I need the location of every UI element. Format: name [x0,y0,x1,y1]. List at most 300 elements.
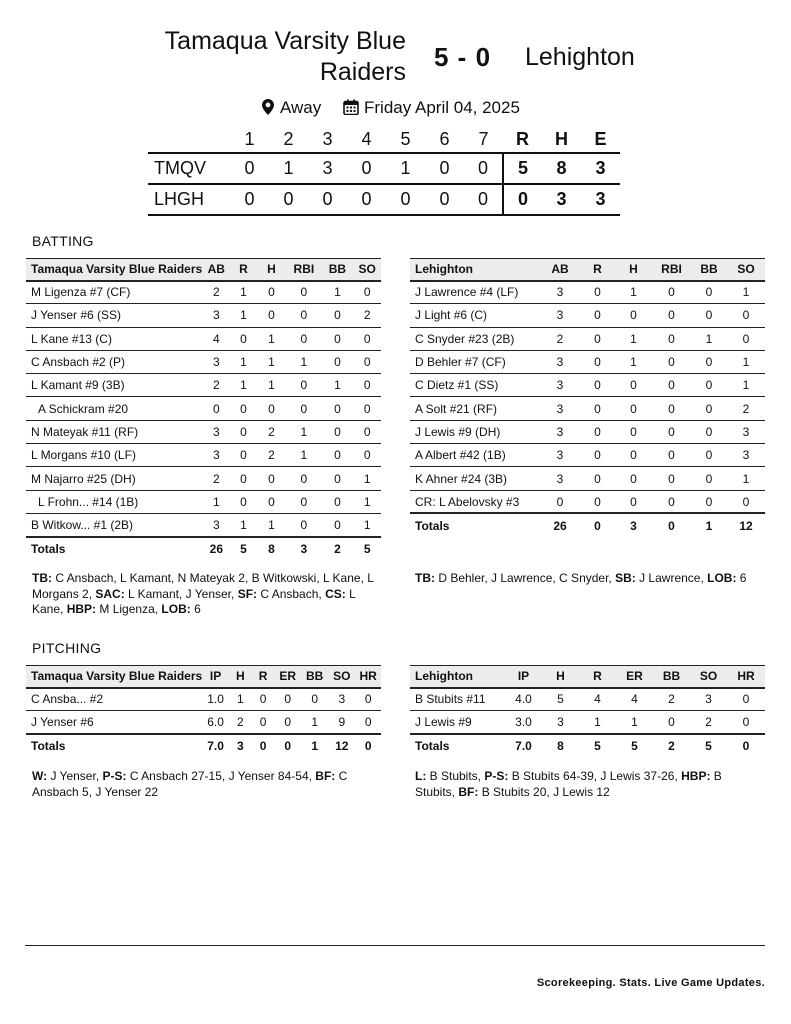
team-name-header: Lehighton [410,666,505,688]
stat-column-header: SO [353,259,381,281]
stat-cell: 0 [286,490,321,513]
errors-total: 3 [595,158,606,178]
stat-cell: 0 [353,420,381,443]
stat-cell: 0 [230,490,256,513]
stat-cell: 3 [540,467,580,490]
total-cell: 26 [202,537,230,560]
stat-column-header: H [229,666,252,688]
stat-cell: 0 [652,374,691,397]
stat-cell: 2 [353,304,381,327]
stat-cell: 0 [257,304,287,327]
stat-cell: 2 [727,397,765,420]
stat-cell: 0 [355,711,381,734]
batting-notes-home [32,571,382,618]
player-row [410,467,765,490]
inning-score: 1 [400,158,411,178]
stat-cell: 3 [202,513,230,536]
stat-cell: 3 [540,444,580,467]
stat-cell: 0 [580,467,615,490]
stat-cell: 0 [321,420,353,443]
note-label: L: [415,769,427,783]
stat-cell: 0 [615,490,652,513]
stat-column-header: RBI [286,259,321,281]
inning-score: 0 [244,189,255,209]
note-text: B Stubits, [426,769,485,783]
note-text: B Stubits 20, J Lewis 12 [478,784,610,799]
note-label: HBP: [681,769,711,783]
game-meta [0,97,791,119]
stat-cell: 0 [274,688,301,711]
pitching-section-title: PITCHING [32,640,102,656]
player-name: M Ligenza #7 (CF) [26,281,202,304]
footer-tagline: Scorekeeping. Stats. Live Game Updates. [536,977,765,989]
stat-cell: 0 [652,304,691,327]
hits-total: 8 [556,158,567,178]
stat-cell: 1 [615,281,652,304]
stat-cell: 0 [615,467,652,490]
player-name: J Yenser #6 (SS) [26,304,202,327]
player-name: A Solt #21 (RF) [410,397,540,420]
stat-cell: 2 [202,374,230,397]
stat-cell: 1 [353,490,381,513]
player-row [410,350,765,373]
inning-score: 0 [244,158,255,178]
stat-cell: 3 [202,304,230,327]
note-label: CS: [325,586,346,601]
stat-cell: 0 [353,350,381,373]
note-text: L Kamant, J Yenser, [124,586,238,601]
player-row [26,397,381,420]
stat-column-header: IP [505,666,542,688]
stat-cell: 0 [353,397,381,420]
linescore-header [148,128,620,153]
player-row [410,688,765,711]
stat-cell: 1 [257,327,287,350]
stat-column-header: ER [616,666,653,688]
stat-cell: 0 [286,281,321,304]
total-cell: 0 [355,734,381,757]
final-score: 5 - 0 [434,42,492,72]
note-text: J Yenser, [47,769,103,783]
stat-cell: 0 [727,304,765,327]
stat-cell: 0 [230,444,256,467]
stat-cell: 2 [257,444,287,467]
stat-cell: 0 [652,327,691,350]
note-label: P-S: [102,769,127,783]
stat-cell: 0 [727,327,765,350]
stat-cell: 0 [321,467,353,490]
calendar-icon [343,99,359,120]
pitching-notes-home [32,769,382,800]
player-name: J Lewis #9 [410,711,505,734]
stat-column-header: R [580,259,615,281]
player-name: M Najarro #25 (DH) [26,467,202,490]
player-row [26,688,381,711]
pitching-table-away [410,665,765,757]
stat-cell: 1 [353,513,381,536]
batting-table-away [410,258,765,537]
stat-cell: 2 [653,688,690,711]
stat-column-header: HR [727,666,765,688]
stat-cell: 0 [727,490,765,513]
player-name: CR: L Abelovsky #3 [410,490,540,513]
stat-cell: 3 [328,688,355,711]
stat-cell: 0 [580,281,615,304]
player-name: L Frohn... #14 (1B) [26,490,202,513]
stat-cell: 3 [540,374,580,397]
stat-cell: 0 [615,304,652,327]
stat-cell: 0 [727,688,765,711]
linescore-team: LHGH [154,189,205,209]
note-text: J Lawrence, [635,571,708,585]
note-label: BF: [315,769,336,783]
stat-cell: 0 [580,304,615,327]
stat-cell: 0 [230,327,256,350]
game-location: Away [280,98,322,117]
totals-row [26,734,381,757]
stat-cell: 0 [321,350,353,373]
stat-column-header: R [252,666,275,688]
stat-cell: 0 [286,467,321,490]
stat-cell: 2 [540,327,580,350]
stat-column-header: ER [274,666,301,688]
player-name: D Behler #7 (CF) [410,350,540,373]
inning-score: 0 [361,189,372,209]
stat-cell: 0 [321,304,353,327]
stat-cell: 3 [540,397,580,420]
game-header [0,24,791,94]
stat-cell: 0 [286,304,321,327]
player-name: L Morgans #10 (LF) [26,444,202,467]
player-name: J Lewis #9 (DH) [410,420,540,443]
stat-cell: 0 [321,444,353,467]
player-row [26,490,381,513]
note-label: W: [32,769,48,783]
linescore [148,128,620,216]
stat-cell: 1 [727,467,765,490]
footer-divider [25,945,765,946]
stat-cell: 1 [257,374,287,397]
total-cell: 5 [616,734,653,757]
stat-cell: 2 [202,467,230,490]
stat-cell: 0 [652,420,691,443]
note-text: C Ansbach 27-15, J Yenser 84-54, [126,769,316,783]
player-name: B Stubits #11 [410,688,505,711]
note-text: C Ansbach 5, J Yenser 22 [32,769,348,799]
stat-cell: 4 [202,327,230,350]
stat-cell: 0 [691,397,727,420]
hits-total: 3 [556,189,567,209]
player-row [410,304,765,327]
totals-label: Totals [410,513,540,536]
stat-cell: 3.0 [505,711,542,734]
stat-cell: 0 [286,374,321,397]
stat-cell: 0 [691,467,727,490]
table-header-row [26,666,381,688]
player-row [410,444,765,467]
stat-column-header: IP [202,666,229,688]
errors-total: 3 [595,189,606,209]
inning-score: 0 [464,184,503,215]
player-row [410,490,765,513]
player-name: C Ansba... #2 [26,688,202,711]
total-cell: 5 [353,537,381,560]
stat-cell: 0 [691,304,727,327]
stat-cell: 2 [202,281,230,304]
player-name: C Snyder #23 (2B) [410,327,540,350]
player-name: K Ahner #24 (3B) [410,467,540,490]
errors-header: E [594,128,607,149]
stat-cell: 1 [286,420,321,443]
totals-label: Totals [26,537,202,560]
player-row [410,327,765,350]
linescore-row-home [148,153,620,184]
stat-cell: 3 [540,350,580,373]
note-label: SB: [615,571,636,585]
linescore-header-blank [148,128,230,153]
stat-cell: 2 [229,711,252,734]
stat-cell: 1.0 [202,688,229,711]
stat-cell: 0 [230,420,256,443]
stat-cell: 0 [353,444,381,467]
note-label: LOB: [161,602,191,616]
stat-cell: 0 [252,711,275,734]
stat-cell: 0 [355,688,381,711]
stat-column-header: BB [321,259,353,281]
stat-cell: 5 [542,688,579,711]
note-label: HBP: [66,602,97,616]
stat-cell: 4 [616,688,653,711]
stat-cell: 1 [286,350,321,373]
note-text: C Ansbach, [257,586,326,601]
stat-cell: 3 [202,420,230,443]
stat-cell: 1 [615,327,652,350]
note-text: 6 [190,602,201,616]
note-text: M Ligenza, [96,602,162,616]
stat-cell: 0 [321,397,353,420]
batting-section-title: BATTING [32,233,94,249]
total-cell: 8 [257,537,287,560]
stat-cell: 0 [580,397,615,420]
table-header-row [26,259,381,281]
total-cell: 7.0 [202,734,229,757]
pitching-table-home [26,665,381,757]
totals-row [26,537,381,560]
stat-cell: 0 [615,444,652,467]
inning-header: 4 [361,128,372,149]
stat-cell: 0 [691,490,727,513]
stat-cell: 6.0 [202,711,229,734]
stat-column-header: RBI [652,259,691,281]
stat-column-header: SO [328,666,355,688]
note-label: BF: [458,784,479,799]
stat-cell: 0 [615,420,652,443]
stat-cell: 0 [652,281,691,304]
stat-cell: 3 [690,688,727,711]
total-cell: 2 [653,734,690,757]
totals-label: Totals [410,734,505,757]
stat-cell: 1 [616,711,653,734]
inning-score: 3 [322,158,333,178]
stat-cell: 1 [321,281,353,304]
inning-header: 3 [322,128,333,149]
total-cell: 0 [727,734,765,757]
stat-cell: 1 [727,374,765,397]
totals-label: Totals [26,734,202,757]
stat-cell: 3 [540,304,580,327]
total-cell: 3 [286,537,321,560]
stat-column-header: AB [540,259,580,281]
note-label: TB: [415,571,435,585]
stat-cell: 0 [286,513,321,536]
inning-score: 0 [400,189,411,209]
stat-cell: 1 [230,281,256,304]
player-row [410,397,765,420]
totals-row [410,734,765,757]
total-cell: 1 [301,734,328,757]
player-name: J Lawrence #4 (LF) [410,281,540,304]
stat-cell: 9 [328,711,355,734]
stat-cell: 1 [321,374,353,397]
away-team-name: Lehighton [525,43,635,71]
pitching-notes-away [415,769,765,800]
total-cell: 1 [691,513,727,536]
inning-score: 1 [283,158,294,178]
inning-header: 5 [400,128,411,149]
player-row [26,304,381,327]
home-team-name: Tamaqua Varsity Blue Raiders [164,27,406,86]
stat-cell: 0 [652,490,691,513]
note-label: SAC: [95,586,125,601]
inning-header: 7 [478,128,489,149]
stat-column-header: R [230,259,256,281]
stat-cell: 0 [580,444,615,467]
game-date: Friday April 04, 2025 [364,98,520,117]
stat-cell: 3 [727,444,765,467]
linescore-team: TMQV [154,158,206,178]
stat-cell: 0 [286,327,321,350]
team-name-header: Tamaqua Varsity Blue Raiders [26,259,202,281]
note-text: 6 [736,571,747,585]
batting-table-home [26,258,381,560]
player-row [410,374,765,397]
stat-cell: 1 [229,688,252,711]
stat-cell: 4 [579,688,616,711]
player-name: A Albert #42 (1B) [410,444,540,467]
stat-cell: 1 [202,490,230,513]
linescore-row-away [148,184,620,215]
stat-column-header: H [542,666,579,688]
total-cell: 12 [328,734,355,757]
stat-cell: 0 [691,444,727,467]
stat-cell: 1 [257,513,287,536]
player-row [26,350,381,373]
table-header-row [410,666,765,688]
stat-cell: 0 [353,281,381,304]
stat-cell: 0 [652,397,691,420]
inning-score: 0 [361,158,372,178]
player-row [26,420,381,443]
total-cell: 0 [274,734,301,757]
total-cell: 3 [229,734,252,757]
stat-cell: 0 [540,490,580,513]
stat-cell: 1 [301,711,328,734]
table-header-row [410,259,765,281]
player-row [26,711,381,734]
player-row [26,444,381,467]
stat-cell: 0 [615,374,652,397]
stat-cell: 3 [727,420,765,443]
stat-cell: 3 [540,420,580,443]
stat-cell: 0 [257,490,287,513]
stat-cell: 0 [580,327,615,350]
note-label: LOB: [707,571,737,585]
inning-score: 0 [322,189,333,209]
player-name: N Mateyak #11 (RF) [26,420,202,443]
stat-cell: 1 [230,304,256,327]
stat-cell: 0 [653,711,690,734]
stat-cell: 0 [691,350,727,373]
team-name-header: Tamaqua Varsity Blue Raiders [26,666,202,688]
stat-cell: 4.0 [505,688,542,711]
player-name: L Kamant #9 (3B) [26,374,202,397]
total-cell: 5 [690,734,727,757]
totals-row [410,513,765,536]
stat-cell: 2 [690,711,727,734]
map-pin-icon [262,99,274,120]
stat-cell: 1 [230,513,256,536]
inning-score: 0 [283,189,294,209]
total-cell: 0 [252,734,275,757]
player-name: L Kane #13 (C) [26,327,202,350]
stat-cell: 1 [230,350,256,373]
stat-cell: 1 [691,327,727,350]
player-name: C Ansbach #2 (P) [26,350,202,373]
player-row [410,281,765,304]
stat-cell: 0 [252,688,275,711]
player-name: J Light #6 (C) [410,304,540,327]
stat-column-header: R [579,666,616,688]
stat-cell: 0 [257,281,287,304]
stat-cell: 3 [542,711,579,734]
stat-cell: 1 [727,281,765,304]
stat-cell: 0 [652,467,691,490]
inning-header: 6 [439,128,450,149]
stat-cell: 0 [202,397,230,420]
stat-cell: 1 [230,374,256,397]
stat-cell: 0 [257,467,287,490]
stat-cell: 1 [615,350,652,373]
total-cell: 3 [615,513,652,536]
stat-column-header: SO [727,259,765,281]
stat-cell: 0 [353,374,381,397]
total-cell: 0 [580,513,615,536]
player-row [26,513,381,536]
stat-column-header: AB [202,259,230,281]
stat-cell: 1 [727,350,765,373]
runs-header: R [516,128,529,149]
stat-cell: 0 [580,350,615,373]
player-row [26,281,381,304]
stat-cell: 3 [202,444,230,467]
stat-cell: 1 [286,444,321,467]
note-label: P-S: [484,769,509,783]
stat-cell: 3 [202,350,230,373]
stat-cell: 2 [257,420,287,443]
stat-cell: 0 [652,350,691,373]
note-text: L Kane, [32,586,356,616]
total-cell: 12 [727,513,765,536]
